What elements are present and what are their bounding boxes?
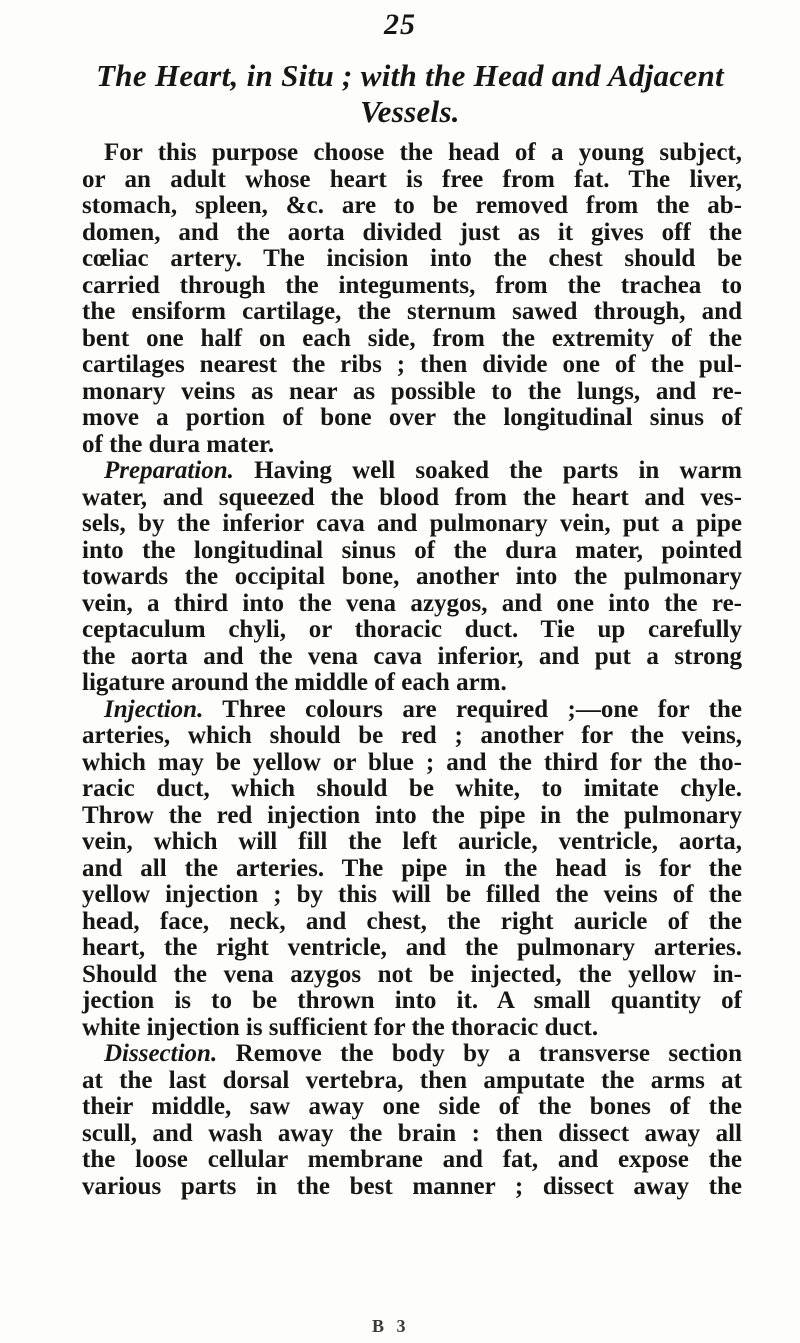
section-title-line-2: Vessels. [360, 94, 460, 129]
paragraph-preparation-first-line [82, 458, 742, 485]
signature-mark: B 3 [372, 1316, 410, 1336]
text-line: For this purpose choose the head of a young subject, [104, 139, 742, 166]
text-line: Having well soaked the parts in warm [254, 457, 743, 484]
text-line: scull, and wash away the brain : then dissect away all [82, 1119, 742, 1147]
text-line: into the longitudinal sinus of the dura mater, pointed [82, 536, 742, 564]
text-line: Throw the red injection into the pipe in the pulmonary [82, 801, 742, 829]
text-line: heart, the right ventricle, and the pulmonary arteries. [82, 934, 742, 961]
text-line: Should the vena azygos not be injected, the yellow in- [82, 960, 742, 988]
text-line: racic duct, which should be white, to imitate chyle. [82, 775, 742, 802]
text-line: towards the occipital bone, another into the pulmonary [82, 563, 742, 590]
text-line: the ensiform cartilage, the sternum sawed through, and [82, 298, 742, 325]
text-line: cartilages nearest the ribs ; then divide one of the pul- [82, 351, 742, 378]
heading-preparation: Preparation. [104, 457, 234, 484]
text-line: sels, by the inferior cava and pulmonary vein, put a pipe [82, 510, 742, 537]
page-number: 25 [384, 8, 416, 41]
text-line: the aorta and the vena cava inferior, and put a strong [82, 642, 742, 670]
text-line: vein, which will fill the left auricle, ventricle, aorta, [82, 828, 742, 855]
text-line: domen, and the aorta divided just as it gives off the [82, 218, 742, 246]
text-line: white injection is sufficient for the thoracic duct. [82, 1013, 599, 1041]
text-line: ceptaculum chyli, or thoracic duct. Tie up carefully [82, 616, 742, 643]
text-line: monary veins as near as possible to the lungs, and re- [82, 377, 742, 405]
text-line: cœliac artery. The incision into the chest should be [82, 245, 742, 272]
text-line: at the last dorsal vertebra, then amputate the arms at [82, 1066, 742, 1094]
text-line: bent one half on each side, from the extremity of the [82, 324, 742, 352]
text-line: of the dura mater. [82, 430, 275, 458]
text-line: carried through the integuments, from the trachea to [82, 271, 742, 299]
text-line: vein, a third into the vena azygos, and one into the re- [82, 589, 742, 617]
text-line: their middle, saw away one side of the bones of the [82, 1093, 742, 1120]
text-line: jection is to be thrown into it. A small quantity of [82, 987, 742, 1014]
text-line: the loose cellular membrane and fat, and expose the [82, 1146, 742, 1173]
text-line: various parts in the best manner ; dissect away the [82, 1172, 742, 1200]
text-line: or an adult whose heart is free from fat. The liver, [82, 165, 742, 193]
section-title-line-1: The Heart, in Situ ; with the Head and Adjacent [96, 58, 724, 93]
heading-dissection: Dissection. [104, 1040, 218, 1067]
text-line: move a portion of bone over the longitudinal sinus of [82, 404, 742, 431]
body-text [82, 140, 742, 1200]
text-line: and all the arteries. The pipe in the head is for the [82, 854, 742, 882]
text-line: yellow injection ; by this will be filled the veins of the [82, 881, 742, 908]
text-line: ligature around the middle of each arm. [82, 669, 507, 696]
text-line: Remove the body by a transverse section [235, 1040, 743, 1067]
text-line: arteries, which should be red ; another for the veins, [82, 722, 742, 749]
paragraph-dissection-first-line [82, 1041, 742, 1068]
text-line: Three colours are required ;—one for the [222, 695, 742, 723]
text-line: head, face, neck, and chest, the right auricle of the [82, 907, 742, 935]
text-line: which may be yellow or blue ; and the third for the tho- [82, 748, 742, 776]
text-line: water, and squeezed the blood from the heart and ves- [82, 483, 742, 511]
paragraph-injection-first-line [82, 697, 742, 724]
heading-injection: Injection. [104, 695, 204, 723]
section-title [80, 58, 740, 130]
text-line: stomach, spleen, &c. are to be removed from the ab- [82, 192, 742, 219]
